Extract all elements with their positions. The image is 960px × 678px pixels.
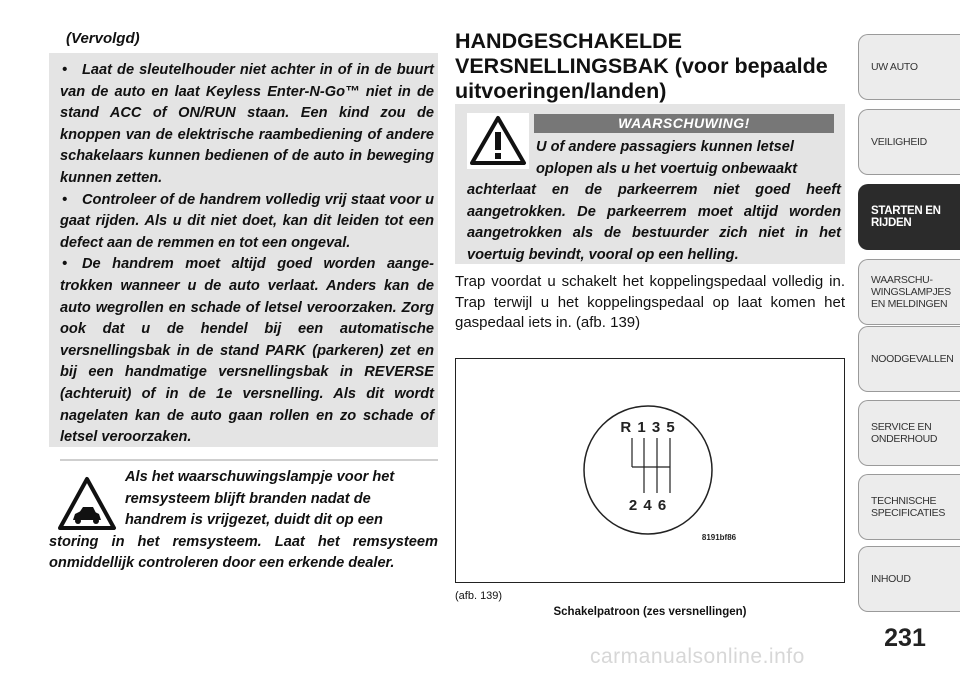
warning-box <box>49 53 438 447</box>
bullet-text: Laat de sleutelhouder niet achter in of in de buurt van de auto en laat Keyless Enter-N-Go™ niet in de stand ACC of ON/RUN staan. Een kind zou de knoppen van de elektrische raambediening of andere schakelaars kunnen bedienen of de auto in beweging kunnen zetten. <box>60 62 434 186</box>
caution-line: oplopen als u het voertuig onbewaakt <box>536 160 798 177</box>
bullet-text: Controleer of de handrem volledig vrij staat voor u gaat rijden. Als u dit niet doet, kan dit leiden tot een defect aan de remmen en tot een ongeval. <box>60 191 434 251</box>
heading-line: HANDGESCHAKELDE <box>455 29 682 53</box>
tab-label: WAARSCHU- <box>871 274 933 286</box>
body-paragraph: Trap voordat u schakelt het koppelingspedaal volledig in. Trap terwijl u het koppelingspedaal op laat komen het gaspedaal iets in. (afb. 139) <box>455 273 845 331</box>
bullet-icon: • <box>62 191 68 208</box>
gears-top-label: R 1 3 5 <box>620 419 676 436</box>
note-line: remsysteem blijft branden nadat de <box>125 490 371 507</box>
bullet-item <box>60 60 434 190</box>
caution-text <box>467 137 841 267</box>
tab-label: STARTEN EN <box>871 205 941 217</box>
tab-uw-auto[interactable] <box>858 34 960 100</box>
caution-line: U of andere passagiers kunnen letsel <box>536 139 794 155</box>
tab-label: UW AUTO <box>871 61 918 73</box>
tab-label: WINGSLAMPJES <box>871 286 951 298</box>
tab-inhoud[interactable] <box>858 546 960 612</box>
tab-label: SERVICE EN <box>871 421 932 433</box>
brake-warning-car-icon <box>57 476 117 532</box>
note-line: handrem is vrijgezet, duidt dit op een <box>125 512 383 529</box>
tab-label: SPECIFICATIES <box>871 507 946 519</box>
note-line: Als het waarschuwingslampje voor het <box>125 469 395 485</box>
tab-waarschuwingslampjes[interactable] <box>858 259 960 325</box>
tab-starten-en-rijden[interactable] <box>858 184 960 250</box>
bullet-icon: • <box>62 256 68 273</box>
bullet-item <box>60 254 434 448</box>
bullet-item <box>60 190 434 255</box>
caution-rest: achterlaat en de parkeerrem niet goed heeft aangetrokken. De parkeerrem moet altijd worden aangetrokken als de bestuurder zich niet in het voertuig bevindt, vooral op een helling. <box>467 182 841 263</box>
tab-label: VEILIGHEID <box>871 136 927 148</box>
bullet-text: De handrem moet altijd goed worden aangetrokken wanneer u de auto verlaat. Anders kan de auto wegrollen en schade of letsel veroorzaken. Zorg ook dat u de hendel bij een automatische versnellingsbak in de stand PARK (parkeren) zet en bij een handmatige versnellingsbak in REVERSE (achteruit) of in de 1e versnelling. Als dit wordt nagelaten kan de auto gaan rollen en zo schade of letsel veroorzaken. <box>60 256 434 446</box>
tab-label: TECHNISCHE <box>871 495 937 507</box>
bullet-icon: • <box>62 62 68 78</box>
page-number: 231 <box>884 624 926 652</box>
heading-line: uitvoeringen/landen) <box>455 79 667 103</box>
figure-frame <box>455 358 845 583</box>
tab-label: ONDERHOUD <box>871 433 938 445</box>
figure-caption: Schakelpatroon (zes versnellingen) <box>553 606 747 618</box>
warning-bullets <box>60 60 434 449</box>
gears-bottom-label: 2 4 6 <box>628 497 668 514</box>
watermark-text: carmanualsonline.info <box>590 645 805 668</box>
caution-label: WAARSCHUWING! <box>534 114 834 133</box>
tab-veiligheid[interactable] <box>858 109 960 175</box>
tab-label: NOODGEVALLEN <box>871 353 954 365</box>
tab-label: INHOUD <box>871 573 911 585</box>
gear-shift-pattern-figure <box>456 359 844 582</box>
tab-label: EN MELDINGEN <box>871 298 948 310</box>
tab-service-en-onderhoud[interactable] <box>858 400 960 466</box>
note-rest: storing in het remsysteem. Laat het remsysteem onmiddellijk controleren door een erkende dealer. <box>49 533 438 572</box>
tab-noodgevallen[interactable] <box>858 326 960 392</box>
separator-line <box>60 459 438 461</box>
figure-label: (afb. 139) <box>455 590 503 602</box>
heading-line: VERSNELLINGSBAK (voor bepaalde <box>455 54 828 78</box>
shift-gate-lines <box>632 438 670 493</box>
tab-technische-specificaties[interactable] <box>858 474 960 540</box>
continued-label: (Vervolgd) <box>66 30 140 47</box>
section-heading <box>455 29 850 104</box>
figure-code: 8191bf86 <box>701 533 737 542</box>
tab-label: RIJDEN <box>871 217 912 229</box>
